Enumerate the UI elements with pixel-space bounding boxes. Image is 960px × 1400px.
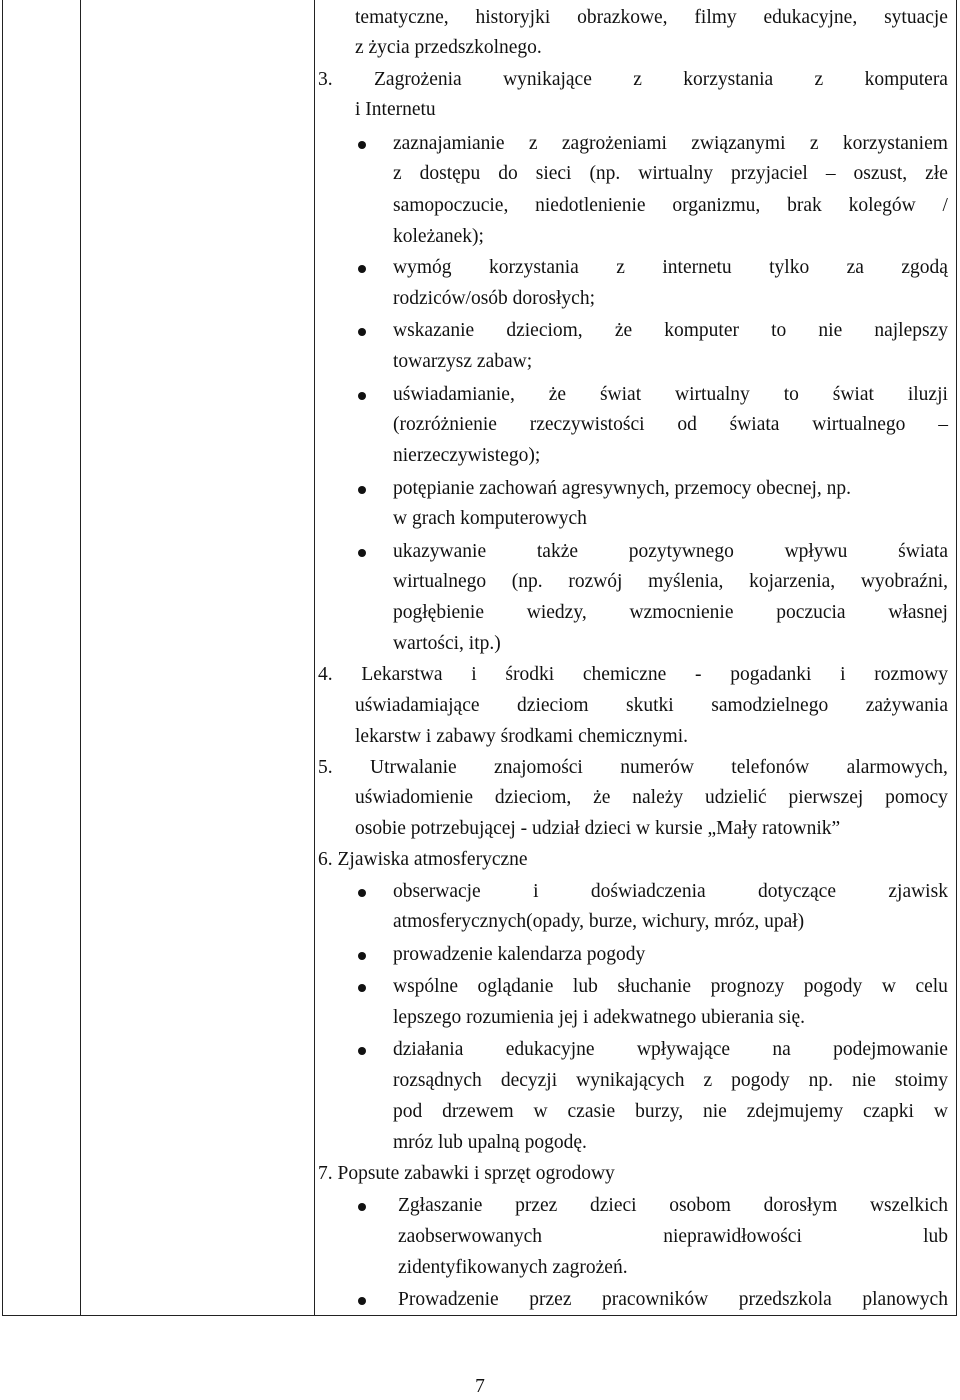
text-line: pod drzewem w czasie burzy, nie zdejmujemy czapki w	[393, 1101, 948, 1122]
bullet-icon	[358, 1047, 366, 1055]
text-line: z dostępu do sieci (np. wirtualny przyjaciel – oszust, złe	[393, 163, 948, 184]
text-line: koleżanek);	[393, 226, 484, 247]
bullet-icon	[358, 549, 366, 557]
bullet-icon	[358, 1203, 366, 1211]
text-line: wirtualnego (np. rozwój myślenia, kojarzenia, wyobraźni,	[393, 571, 948, 592]
column-divider-1	[80, 0, 81, 1315]
text-line: z życia przedszkolnego.	[355, 37, 542, 58]
text-line: lekarstw i zabawy środkami chemicznymi.	[355, 726, 689, 747]
text-line: działania edukacyjne wpływające na podejmowanie	[393, 1039, 948, 1060]
text-line: wartości, itp.)	[393, 633, 501, 654]
text-line: uświadamianie, że świat wirtualny to świat iluzji	[393, 384, 948, 405]
text-line: nierzeczywistego);	[393, 445, 541, 466]
text-line: 3. Zagrożenia wynikające z korzystania z komputera	[318, 69, 948, 90]
text-line: towarzysz zabaw;	[393, 351, 533, 372]
text-line: 4. Lekarstwa i środki chemiczne - pogadanki i rozmowy	[318, 664, 948, 685]
bullet-icon	[358, 328, 366, 336]
text-line: osobie potrzebującej - udział dzieci w kursie „Mały ratownik”	[355, 818, 841, 839]
text-line: Prowadzenie przez pracowników przedszkola planowych	[398, 1289, 948, 1310]
text-line: wymóg korzystania z internetu tylko za zgodą	[393, 257, 948, 278]
text-line: ukazywanie także pozytywnego wpływu świata	[393, 541, 948, 562]
bullet-icon	[358, 1297, 366, 1305]
bullet-icon	[358, 889, 366, 897]
bullet-icon	[358, 392, 366, 400]
text-line: pogłębienie wiedzy, wzmocnienie poczucia własnej	[393, 602, 948, 623]
text-line: zaobserwowanych nieprawidłowości lub	[398, 1226, 948, 1247]
bullet-icon	[358, 141, 366, 149]
bullet-icon	[358, 952, 366, 960]
text-line: tematyczne, historyjki obrazkowe, filmy edukacyjne, sytuacje	[355, 7, 948, 28]
text-line: w grach komputerowych	[393, 508, 587, 529]
text-line: prowadzenie kalendarza pogody	[393, 944, 646, 965]
bullet-icon	[358, 984, 366, 992]
text-line: mróz lub upalną pogodę.	[393, 1132, 587, 1153]
page-number: 7	[475, 1376, 485, 1397]
text-line: uświadamiające dzieciom skutki samodzielnego zażywania	[355, 695, 948, 716]
bullet-icon	[358, 486, 366, 494]
text-line: potępianie zachowań agresywnych, przemocy obecnej, np.	[393, 478, 852, 499]
text-line: Zgłaszanie przez dzieci osobom dorosłym wszelkich	[398, 1195, 948, 1216]
text-line: zaznajamianie z zagrożeniami związanymi z korzystaniem	[393, 133, 948, 154]
text-line: zidentyfikowanych zagrożeń.	[398, 1257, 628, 1278]
text-line: 5. Utrwalanie znajomości numerów telefonów alarmowych,	[318, 757, 948, 778]
text-line: (rozróżnienie rzeczywistości od świata wirtualnego –	[393, 414, 948, 435]
text-line: wspólne oglądanie lub słuchanie prognozy pogody w celu	[393, 976, 948, 997]
text-line: i Internetu	[355, 99, 436, 120]
text-line: rodziców/osób dorosłych;	[393, 288, 596, 309]
text-line: obserwacje i doświadczenia dotyczące zjawisk	[393, 881, 948, 902]
text-line: 7. Popsute zabawki i sprzęt ogrodowy	[318, 1163, 615, 1184]
text-line: samopoczucie, niedotlenienie organizmu, brak kolegów /	[393, 195, 948, 216]
bullet-icon	[358, 265, 366, 273]
text-line: lepszego rozumienia jej i adekwatnego ubierania się.	[393, 1007, 806, 1028]
text-line: 6. Zjawiska atmosferyczne	[318, 849, 528, 870]
text-line: uświadomienie dzieciom, że należy udzielić pierwszej pomocy	[355, 787, 948, 808]
text-line: wskazanie dzieciom, że komputer to nie najlepszy	[393, 320, 948, 341]
text-line: atmosferycznych(opady, burze, wichury, mróz, upał)	[393, 911, 805, 932]
column-divider-2	[314, 0, 315, 1315]
text-line: rozsądnych decyzji wynikających z pogody np. nie stoimy	[393, 1070, 948, 1091]
